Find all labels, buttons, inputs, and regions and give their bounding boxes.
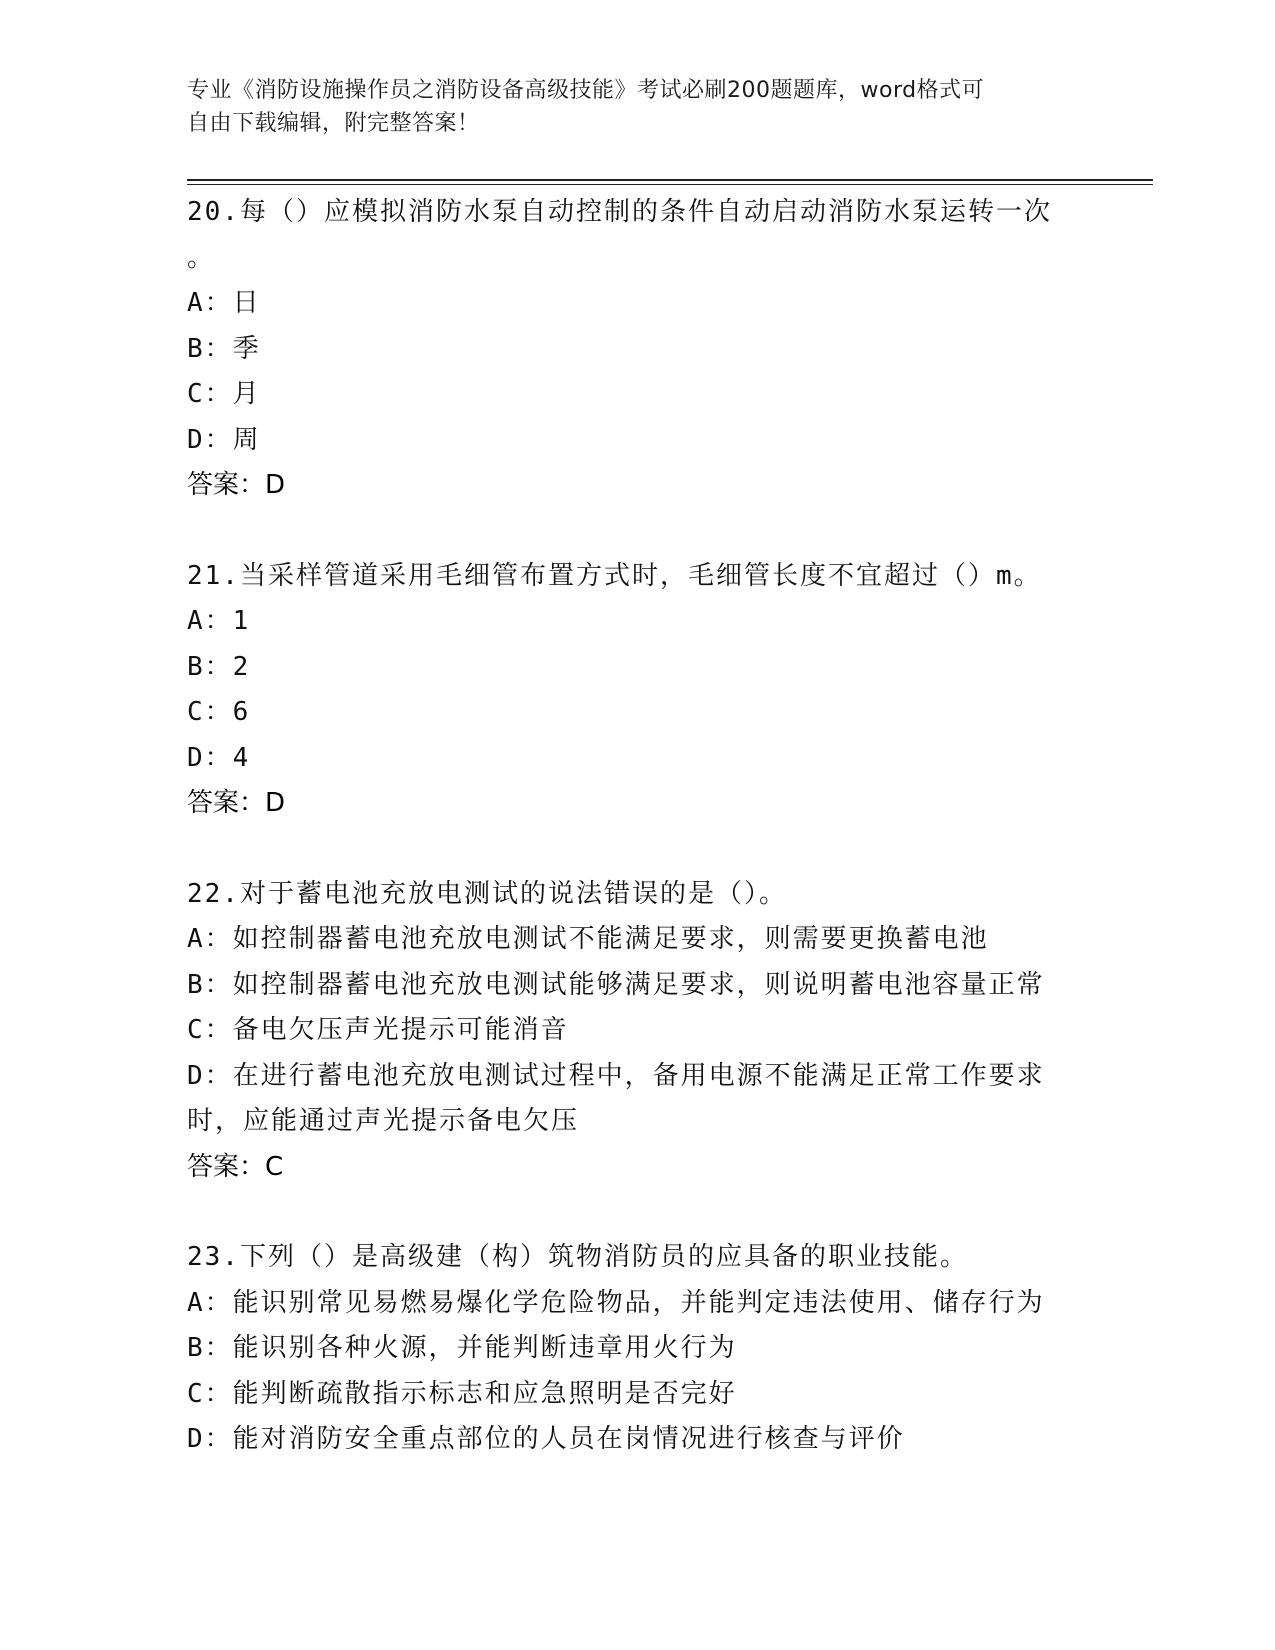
question-23 <box>187 1235 1087 1463</box>
question-21 <box>187 554 1087 827</box>
option-c: C：备电欠压声光提示可能消音 <box>187 1015 569 1045</box>
option-a: A：1 <box>187 606 251 636</box>
question-20 <box>187 190 1087 509</box>
option-d: D：能对消防安全重点部位的人员在岗情况进行核查与评价 <box>187 1424 905 1454</box>
header-line-2: 自由下载编辑，附完整答案！ <box>187 111 480 136</box>
option-a: A：日 <box>187 288 261 318</box>
answer: 答案：D <box>187 788 286 818</box>
option-b: B：能识别各种火源，并能判断违章用火行为 <box>187 1333 737 1363</box>
option-b: B：如控制器蓄电池充放电测试能够满足要求，则说明蓄电池容量正常 <box>187 969 1045 1000</box>
header-line-1: 专业《消防设施操作员之消防设备高级技能》考试必刷200题题库，word格式可 <box>187 78 985 103</box>
option-d-continuation: 时，应能通过声光提示备电欠压 <box>187 1106 580 1136</box>
option-c: C：6 <box>187 697 251 727</box>
question-spacer <box>187 1190 1087 1235</box>
header-rule-thin <box>187 184 1153 185</box>
question-text: 22.对于蓄电池充放电测试的说法错误的是（）。 <box>187 878 787 909</box>
option-d: D：4 <box>187 742 251 773</box>
question-text-continuation: 。 <box>187 242 216 273</box>
option-c: C：能判断疏散指示标志和应急照明是否完好 <box>187 1378 737 1409</box>
option-a: A：如控制器蓄电池充放电测试不能满足要求，则需要更换蓄电池 <box>187 924 989 954</box>
document-header <box>187 74 1087 140</box>
option-b: B：季 <box>187 333 261 364</box>
option-d: D：周 <box>187 424 261 455</box>
question-22 <box>187 872 1087 1191</box>
question-text: 21.当采样管道采用毛细管布置方式时，毛细管长度不宜超过（）m。 <box>187 560 1042 591</box>
question-text: 23.下列（）是高级建（构）筑物消防员的应具备的职业技能。 <box>187 1242 968 1272</box>
question-list <box>187 190 1087 1463</box>
question-spacer <box>187 827 1087 872</box>
option-b: B：2 <box>187 651 251 682</box>
answer: 答案：C <box>187 1151 284 1182</box>
question-text: 20.每（）应模拟消防水泵自动控制的条件自动启动消防水泵运转一次 <box>187 197 1052 227</box>
answer: 答案：D <box>187 470 286 500</box>
question-spacer <box>187 509 1087 554</box>
option-a: A：能识别常见易燃易爆化学危险物品，并能判定违法使用、储存行为 <box>187 1287 1045 1318</box>
header-rule-thick <box>187 179 1153 181</box>
option-d: D：在进行蓄电池充放电测试过程中，备用电源不能满足正常工作要求 <box>187 1060 1045 1091</box>
option-c: C：月 <box>187 379 261 409</box>
